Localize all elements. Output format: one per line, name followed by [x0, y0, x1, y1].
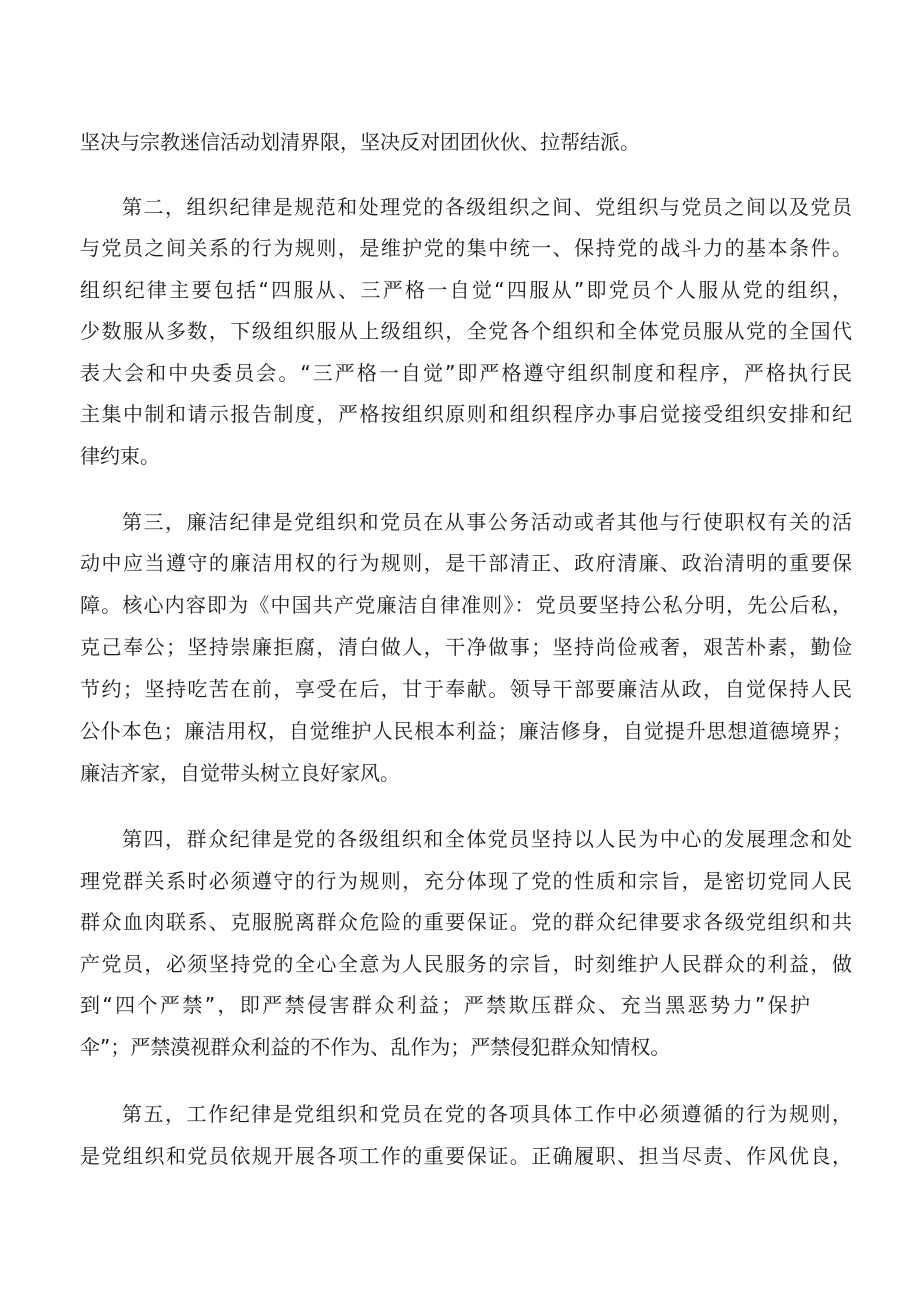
paragraph-1-line-2: 组织纪律主要包括“四服从、三严格一自觉“四服从”即党员个人服从党的组织，: [80, 278, 852, 302]
paragraph-3-line-2: 群众血肉联系、克服脱离群众危险的重要保证。党的群众纪律要求各级党组织和共: [80, 910, 852, 934]
paragraph-3-line-5: 伞”；严禁漠视群众利益的不作为、乱作为；严禁侵犯群众知情权。: [80, 1035, 671, 1059]
paragraph-3-line-1: 理党群关系时必须遵守的行为规则，充分体现了党的性质和宗旨，是密切党同人民: [80, 869, 852, 893]
paragraph-3-line-0: 第四，群众纪律是党的各级组织和全体党员坚持以人民为中心的发展理念和处: [122, 827, 852, 851]
paragraph-1-line-1: 与党员之间关系的行为规则，是维护党的集中统一、保持党的战斗力的基本条件。: [80, 236, 852, 260]
paragraph-2-line-0: 第三，廉洁纪律是党组织和党员在从事公务活动或者其他与行使职权有关的活: [122, 510, 852, 534]
paragraph-2-line-5: 公仆本色；廉洁用权，自觉维护人民根本利益；廉洁修身，自觉提升思想道德境界；: [80, 719, 852, 743]
paragraph-2-line-3: 克己奉公；坚持崇廉拒腐，清白做人，干净做事；坚持尚俭戒奢，艰苦朴素，勤俭: [80, 635, 852, 659]
paragraph-2-line-4: 节约；坚持吃苦在前，享受在后，甘于奉献。领导干部要廉洁从政，自觉保持人民: [80, 677, 852, 701]
paragraph-3-line-4: 到“四个严禁”，即严禁侵害群众利益；严禁欺压群众、充当黑恶势力”保护: [80, 993, 810, 1017]
paragraph-1-line-6: 律约束。: [80, 444, 160, 468]
paragraph-2-line-6: 廉洁齐家，自觉带头树立良好家风。: [80, 761, 400, 785]
paragraph-4-line-1: 是党组织和党员依规开展各项工作的重要保证。正确履职、担当尽责、作风优良，: [80, 1144, 852, 1168]
paragraph-1-line-5: 主集中制和请示报告制度，严格按组织原则和组织程序办事启觉接受组织安排和纪: [80, 402, 852, 426]
paragraph-0-line-0: 坚决与宗教迷信活动划清界限，坚决反对团团伙伙、拉帮结派。: [80, 130, 640, 154]
paragraph-1-line-3: 少数服从多数，下级组织服从上级组织，全党各个组织和全体党员服从党的全国代: [80, 319, 852, 343]
paragraph-1-line-4: 表大会和中央委员会。“三严格一自觉”即严格遵守组织制度和程序，严格执行民: [80, 361, 852, 385]
paragraph-2-line-2: 障。核心内容即为《中国共产党廉洁自律准则》：党员要坚持公私分明，先公后私，: [80, 593, 852, 617]
paragraph-1-line-0: 第二，组织纪律是规范和处理党的各级组织之间、党组织与党员之间以及党员: [122, 195, 852, 219]
paragraph-3-line-3: 产党员，必须坚持党的全心全意为人民服务的宗旨，时刻维护人民群众的利益，做: [80, 952, 852, 976]
paragraph-2-line-1: 动中应当遵守的廉洁用权的行为规则，是干部清正、政府清廉、政治清明的重要保: [80, 551, 852, 575]
paragraph-4-line-0: 第五，工作纪律是党组织和党员在党的各项具体工作中必须遵循的行为规则，: [122, 1102, 852, 1126]
